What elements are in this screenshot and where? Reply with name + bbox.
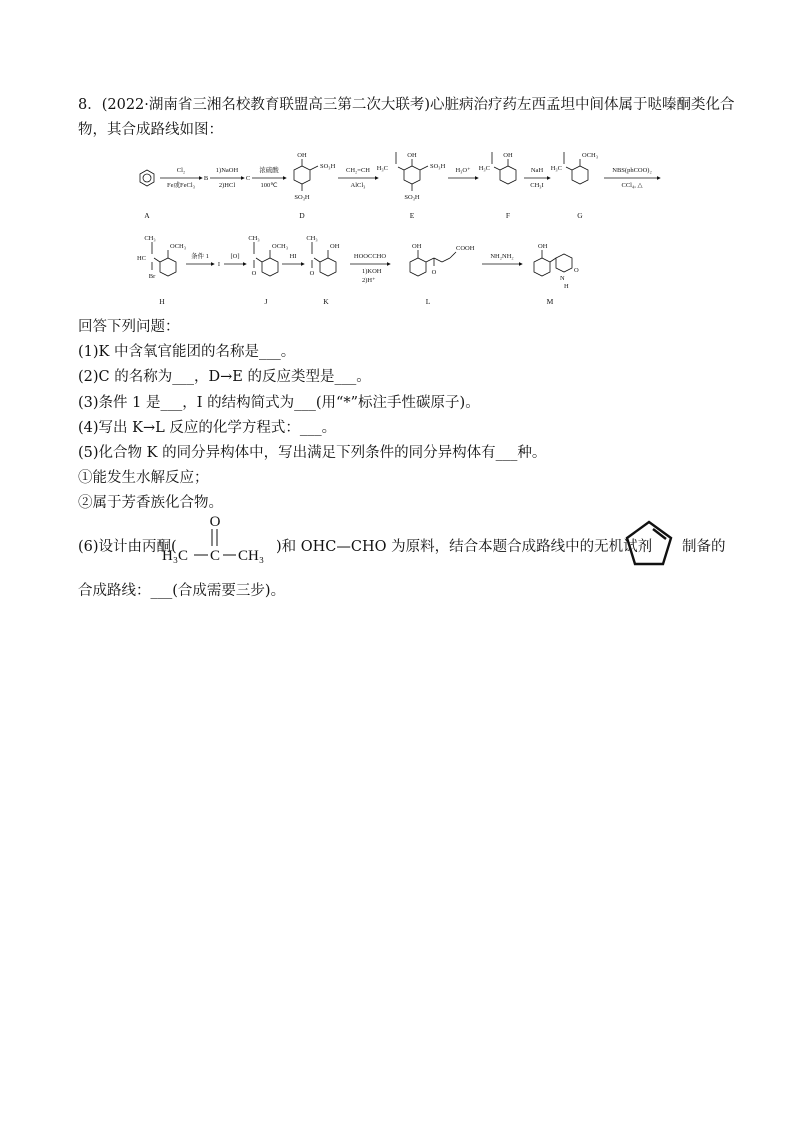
k-ch3: CH₃ bbox=[306, 235, 318, 242]
compound-m-label: M bbox=[546, 297, 554, 306]
d-so3h-top: SO₃H bbox=[320, 163, 336, 170]
compound-m-ring-benzene bbox=[534, 258, 550, 276]
acetone-o: O bbox=[209, 514, 221, 530]
e-so3h-top: SO₃H bbox=[430, 163, 446, 170]
compound-f-label: F bbox=[505, 211, 511, 220]
reagent-b-c-top: 1)NaOH bbox=[215, 167, 239, 174]
compound-e-ring bbox=[404, 166, 420, 184]
h-ch3: CH₃ bbox=[144, 235, 156, 242]
acetone-structure bbox=[160, 512, 280, 572]
compound-m-ring-pyridazinone bbox=[556, 254, 572, 272]
m-o: O bbox=[574, 267, 579, 274]
d-oh: OH bbox=[297, 152, 307, 159]
synthesis-scheme bbox=[130, 140, 670, 316]
compound-c-label: C bbox=[245, 175, 251, 182]
acetone-h3c: H₃C bbox=[162, 548, 189, 564]
m-oh: OH bbox=[538, 243, 548, 250]
question-1: (1)K 中含氧官能团的名称是___。 bbox=[78, 344, 296, 360]
question-2: (2)C 的名称为___，D→E 的反应类型是___。 bbox=[78, 369, 371, 385]
h-br: Br bbox=[148, 273, 156, 280]
answer-intro: 回答下列问题： bbox=[78, 319, 180, 335]
e-oh: OH bbox=[407, 152, 417, 159]
j-ch3: CH₃ bbox=[248, 235, 260, 242]
reagent-g-h-bottom: CCl₄, △ bbox=[621, 182, 643, 189]
reagent-f-g-top: NaH bbox=[530, 167, 544, 174]
reagent-d-e-bottom: AlCl₃ bbox=[350, 182, 366, 189]
j-och3: OCH₃ bbox=[272, 243, 288, 250]
reagent-c-d-top: 浓硫酸 bbox=[259, 167, 279, 174]
reagent-g-h-top: NBS(phCOO)₂ bbox=[612, 167, 652, 174]
question-6-part-c: 制备的 bbox=[682, 539, 726, 555]
k-o: O bbox=[309, 270, 315, 277]
reagent-k-l-bottom1: 1)KOH bbox=[362, 268, 382, 275]
compound-b-label: B bbox=[203, 175, 209, 182]
compound-d-label: D bbox=[299, 211, 305, 220]
reagent-e-f-top: H₃O⁺ bbox=[455, 167, 471, 174]
compound-k-label: K bbox=[323, 297, 329, 306]
reagent-c-d-bottom: 100℃ bbox=[260, 182, 278, 189]
compound-g-ring bbox=[572, 166, 588, 184]
reagent-a-b-bottom: Fe或FeCl₃ bbox=[167, 182, 195, 189]
reagent-i-j-top: [O] bbox=[230, 253, 240, 260]
h-hc: HC bbox=[136, 255, 146, 262]
reagent-a-b-top: Cl₂ bbox=[176, 167, 186, 174]
reagent-h-i-top: 条件 1 bbox=[191, 253, 209, 260]
compound-d-ring bbox=[294, 166, 310, 184]
e-h3c: H₃C bbox=[376, 165, 388, 172]
g-och3: OCH₃ bbox=[582, 152, 598, 159]
compound-l-ring bbox=[410, 258, 426, 276]
compound-j-ring bbox=[262, 258, 278, 276]
compound-j-label: J bbox=[264, 297, 268, 306]
question-header-line2: 物，其合成路线如图： bbox=[78, 122, 223, 138]
compound-f-ring bbox=[500, 166, 516, 184]
condition-2: ②属于芳香族化合物。 bbox=[78, 495, 223, 511]
question-4: (4)写出 K→L 反应的化学方程式：___。 bbox=[78, 420, 337, 436]
compound-h-label: H bbox=[159, 297, 165, 306]
compound-h-ring bbox=[160, 258, 176, 276]
condition-1: ①能发生水解反应； bbox=[78, 470, 209, 486]
acetone-ch3: CH₃ bbox=[238, 548, 265, 564]
k-oh: OH bbox=[330, 243, 340, 250]
d-so3h-bottom: SO₃H bbox=[294, 194, 310, 201]
compound-k-ring bbox=[320, 258, 336, 276]
question-3: (3)条件 1 是___，I 的结构简式为___(用“*”标注手性碳原子)。 bbox=[78, 395, 480, 411]
l-cooh: COOH bbox=[456, 245, 475, 252]
h-och3: OCH₃ bbox=[170, 243, 186, 250]
reagent-l-m-top: NH₂NH₂ bbox=[490, 253, 514, 260]
reagent-d-e-top: CH₂=CH bbox=[346, 167, 370, 174]
question-header-line1: 8．(2022·湖南省三湘名校教育联盟高三第二次大联考)心脏病治疗药左西孟坦中间体属于哒嗪酮类化合 bbox=[78, 97, 735, 113]
g-h3c: H₃C bbox=[550, 165, 562, 172]
m-h: H bbox=[564, 283, 569, 290]
f-h3c: H₃C bbox=[478, 165, 490, 172]
reagent-k-l-bottom2: 2)H⁺ bbox=[362, 277, 376, 284]
f-oh: OH bbox=[503, 152, 513, 159]
question-6-part-d: 合成路线：___(合成需要三步)。 bbox=[78, 583, 286, 599]
l-o: O bbox=[431, 269, 437, 276]
e-so3h-bottom: SO₃H bbox=[404, 194, 420, 201]
question-5: (5)化合物 K 的同分异构体中，写出满足下列条件的同分异构体有___种。 bbox=[78, 445, 547, 461]
cyclopentene-structure bbox=[620, 516, 678, 574]
compound-g-label: G bbox=[577, 211, 583, 220]
reagent-j-k-top: HI bbox=[289, 253, 297, 260]
compound-e-label: E bbox=[409, 211, 415, 220]
compound-a-ring bbox=[140, 170, 154, 186]
reagent-b-c-bottom: 2)HCl bbox=[218, 182, 236, 189]
reagent-f-g-bottom: CH₃I bbox=[530, 182, 544, 189]
compound-l-label: L bbox=[425, 297, 431, 306]
question-6-part-b: )和 OHC—CHO 为原料，结合本题合成路线中的无机试剂 bbox=[276, 539, 653, 555]
m-n: N bbox=[560, 275, 565, 282]
compound-a-label: A bbox=[144, 211, 150, 220]
reagent-k-l-top: HOOCCHO bbox=[353, 253, 387, 260]
question-6-part-a: (6)设计由丙酮( bbox=[78, 539, 177, 555]
j-o: O bbox=[251, 270, 257, 277]
acetone-c: C bbox=[209, 548, 221, 564]
compound-i-label: I bbox=[217, 261, 221, 268]
l-oh: OH bbox=[412, 243, 422, 250]
